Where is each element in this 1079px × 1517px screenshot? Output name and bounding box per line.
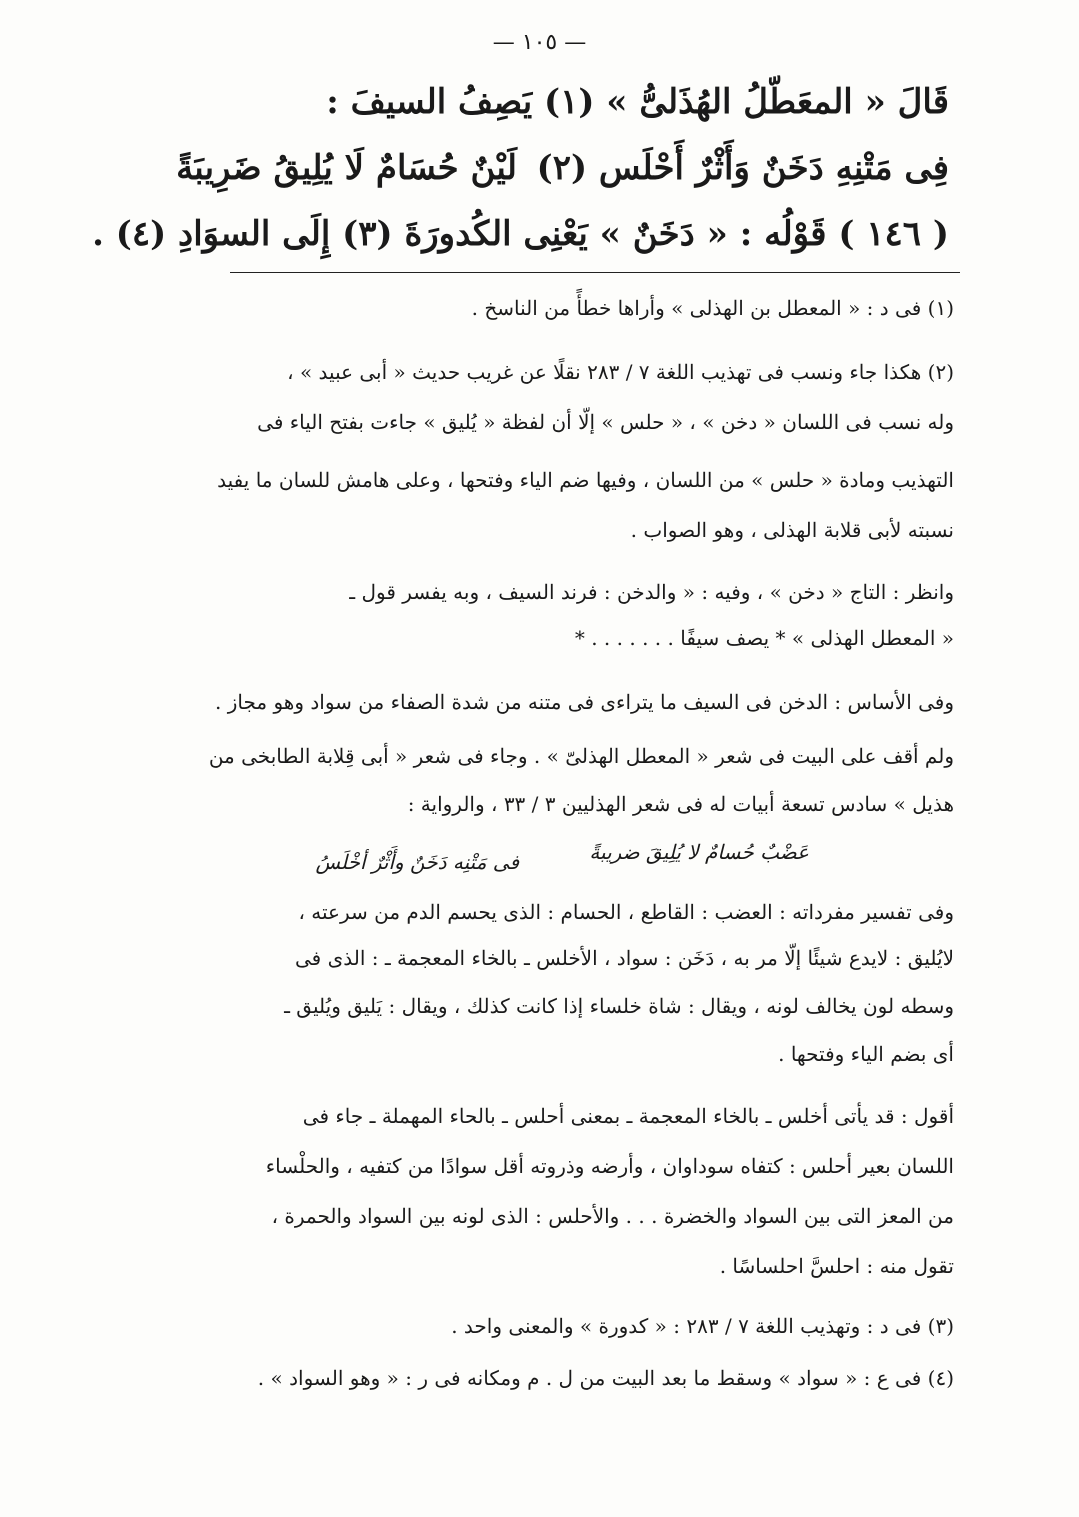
footnote-separator (230, 272, 960, 273)
verse-first-hemistich: لَيْنٌ حُسَامٌ لَا يُلِيقُ ضَرِيبَةً (176, 148, 517, 188)
tafsir-paragraph-line: أى بضم الياء وفتحها . (778, 1042, 954, 1066)
tafsir-paragraph-line: وفى تفسير مفرداته : العضب : القاطع ، الحسام : الذى يحسم الدم من سرعته ، (298, 900, 954, 924)
footnote-2-line: التهذيب ومادة « حلس » من اللسان ، وفيها ضم الياء وفتحها ، وعلى هامش للسان ما يفيد (217, 468, 954, 492)
verse-second-hemistich: فِى مَتْنِهِ دَخَنٌ وَأَثْرٌ أَحْلَس (٢) (536, 148, 949, 188)
footnote-2-line: نسبته لأبى قلابة الهذلى ، وهو الصواب . (630, 518, 954, 542)
footnote-2-line: وله نسب فى اللسان « دخن » ، « حلس » إلّا أن لفظة « يُليق » جاءت بفتح الياء فى (257, 410, 954, 434)
footnote-2-line: (٢) هكذا جاء ونسب فى تهذيب اللغة ٧ / ٢٨٣ نقلًا عن غريب حديث « أبى عبيد » ، (287, 360, 954, 384)
page-number: — ١٠٥ — (492, 30, 587, 55)
aqul-paragraph-line: تقول منه : احلسَّ احلساسًا . (719, 1254, 954, 1278)
taj-paragraph-line: « المعطل الهذلى » * يصف سيفًا . . . . . . . * (574, 626, 954, 650)
aqul-paragraph-line: اللسان بعير أحلس : كتفاه سوداوان ، وأرضه وذروته أقل سوادًا من كتفيه ، والحلْساء (265, 1154, 954, 1178)
tafsir-paragraph-line: لايُليق : لايدع شيئًا إلّا مر به ، دَخَن : سواد ، الأخلس ـ بالخاء المعجمة ـ : الذى فى (294, 946, 954, 970)
footnote-4: (٤) فى ع : « سواد » وسقط ما بعد البيت من ل . م ومكانه فى ر : « وهو السواد » . (257, 1366, 954, 1390)
taj-paragraph-line: وانظر : التاج « دخن » ، وفيه : « والدخن : فرند السيف ، وبه يفسر قول ـ (349, 580, 954, 604)
aqul-paragraph-line: من المعز التى بين السواد والخضرة . . . والأحلس : الذى لونه بين السواد والحمرة ، (271, 1204, 954, 1228)
verse2-second-hemistich: فى مَتْنِه دَخَنٌ وأَثْرٌ أخْلَسُ (315, 850, 519, 874)
asas-paragraph: وفى الأساس : الدخن فى السيف ما يتراءى فى متنه من شدة الصفاء من سواد وهو مجاز . (215, 690, 954, 714)
nolocate-paragraph-line: ولم أقف على البيت فى شعر « المعطل الهذلىّ » . وجاء فى شعر « أبى قِلابة الطابخى من (208, 744, 954, 768)
footnote-1: (١) فى د : « المعطل بن الهذلى » وأراها خطأً من الناسخ . (471, 296, 954, 320)
nolocate-paragraph-line: هذيل » سادس تسعة أبيات له فى شعر الهذليين ٣ / ٣٣ ، والرواية : (407, 792, 954, 816)
tafsir-paragraph-line: وسطه لون يخالف لونه ، ويقال : شاة خلساء إذا كانت كذلك ، ويقال : يَليق ويُليق ـ (284, 994, 954, 1018)
aqul-paragraph-line: أقول : قد يأتى أخلس ـ بالخاء المعجمة ـ بمعنى أحلس ـ بالحاء المهملة ـ جاء فى (302, 1104, 954, 1128)
main-entry-line: ( ١٤٦ ) قَوْلُه : « دَخَنٌ » يَعْنِى الكُدورَةَ (٣) إِلَى السوَادِ (٤) . (92, 214, 949, 254)
main-intro-line: قَالَ « المعَطّلُ الهُذَلىُّ » (١) يَصِفُ السيفَ : (326, 82, 949, 122)
verse2-first-hemistich: عَضْبٌ حُسامٌ لا يُلِيقَ ضريبةً (589, 840, 809, 864)
footnote-3: (٣) فى د : وتهذيب اللغة ٧ / ٢٨٣ : « كدورة » والمعنى واحد . (451, 1314, 954, 1338)
